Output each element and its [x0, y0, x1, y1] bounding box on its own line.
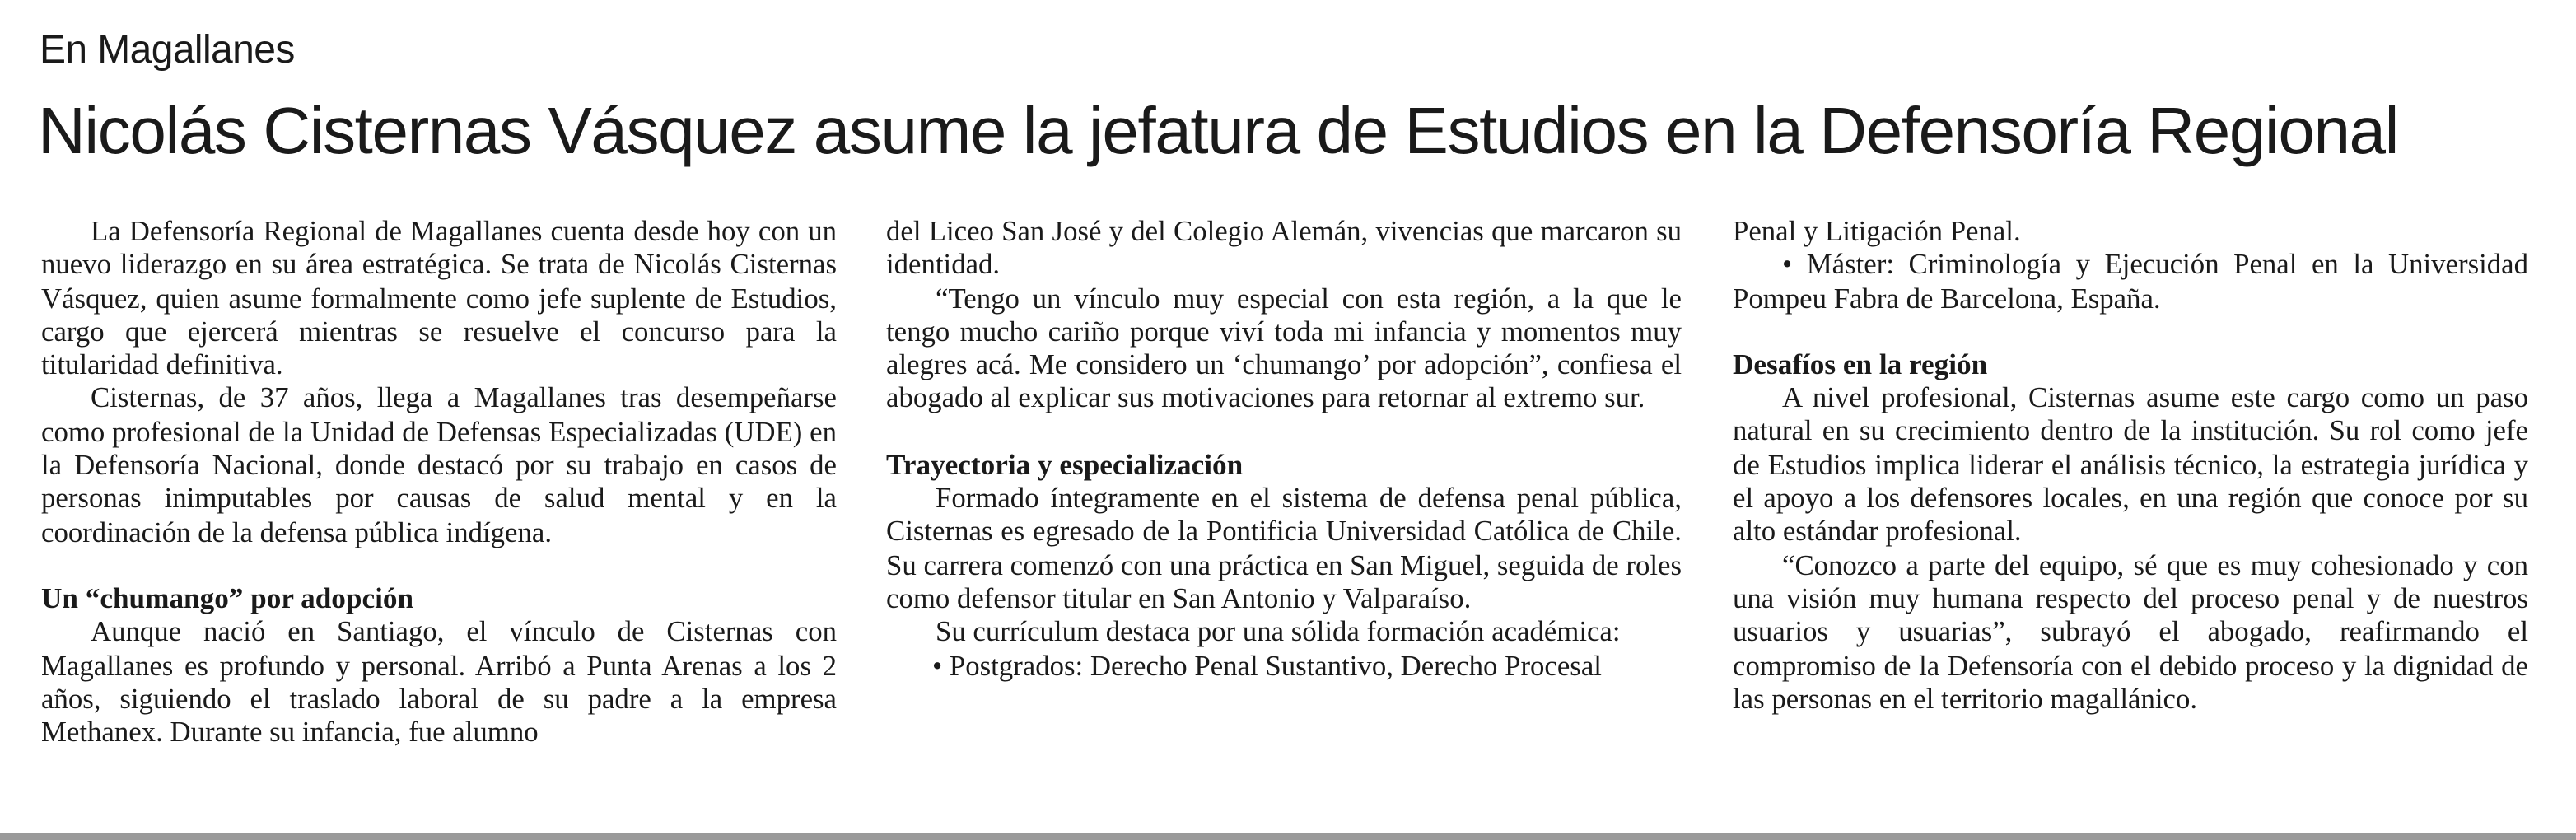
body-paragraph: La Defensoría Regional de Magallanes cuenta desde hoy con un nuevo liderazgo en su área estratégica. Se trata de Nicolás Cisternas Vásquez, quien asume formalmente como jefe suplente de Estudios, cargo que ejercerá mientras se resuelve el concurso para la titularidad definitiva. [41, 214, 837, 381]
column-3 [1733, 214, 2528, 715]
column-2 [886, 214, 1682, 682]
bullet-item-postgrados: • Postgrados: Derecho Penal Sustantivo, Derecho Procesal [932, 648, 1602, 682]
subheading-chumango: Un “chumango” por adopción [41, 581, 414, 614]
subheading-desafios: Desafíos en la región [1733, 347, 1988, 380]
body-paragraph: A nivel profesional, Cisternas asume este cargo como un paso natural en su crecimiento dentro de la institución. Su rol como jefe de Estudios implica liderar el análisis técnico, la estrategia jurídica y el apoyo a los defensores locales, en una región que conoce por su alto estándar profesional. [1733, 380, 2528, 548]
body-paragraph: Penal y Litigación Penal. [1733, 214, 2021, 247]
body-paragraph: Su currículum destaca por una sólida formación académica: [936, 614, 1621, 648]
column-1 [41, 214, 837, 749]
bullet-item-master: • Máster: Criminología y Ejecución Penal en la Universidad Pompeu Fabra de Barcelona, España. [1733, 247, 2528, 315]
body-paragraph: Cisternas, de 37 años, llega a Magallanes tras desempeñarse como profesional de la Unidad de Defensas Especializadas (UDE) en la Defensoría Nacional, donde destacó por su trabajo en casos de personas inimputables por causas de salud mental y en la coordinación de la defensa pública indígena. [41, 380, 837, 548]
section-label: En Magallanes [40, 28, 295, 72]
subheading-trayectoria: Trayectoria y especialización [886, 447, 1244, 481]
headline: Nicolás Cisternas Vásquez asume la jefatura de Estudios en la Defensoría Regional [38, 96, 2399, 168]
body-paragraph: del Liceo San José y del Colegio Alemán, vivencias que marcaron su identidad. [886, 214, 1682, 281]
quote-paragraph: “Tengo un vínculo muy especial con esta región, a la que le tengo mucho cariño porque viví toda mi infancia y momentos muy alegres acá. Me considero un ‘chumango’ por adopción”, confiesa el abogado al explicar sus motivaciones para retornar al extremo sur. [886, 281, 1682, 414]
body-paragraph: Aunque nació en Santiago, el vínculo de Cisternas con Magallanes es profundo y personal. Arribó a Punta Arenas a los 2 años, siguiendo el traslado laboral de su padre a la empresa Methanex. Durante su infancia, fue alumno [41, 614, 837, 749]
quote-paragraph: “Conozco a parte del equipo, sé que es muy cohesionado y con una visión muy humana respecto del proceso penal y de nuestros usuarios y usuarias”, subrayó el abogado, reafirmando el compromiso de la Defensoría con el debido proceso y la dignidad de las personas en el territorio magallánico. [1733, 548, 2528, 715]
bottom-rule [0, 833, 2576, 840]
body-paragraph: Formado íntegramente en el sistema de defensa penal pública, Cisternas es egresado de la Pontificia Universidad Católica de Chile. Su carrera comenzó con una práctica en San Miguel, seguida de roles como defensor titular en San Antonio y Valparaíso. [886, 481, 1682, 614]
